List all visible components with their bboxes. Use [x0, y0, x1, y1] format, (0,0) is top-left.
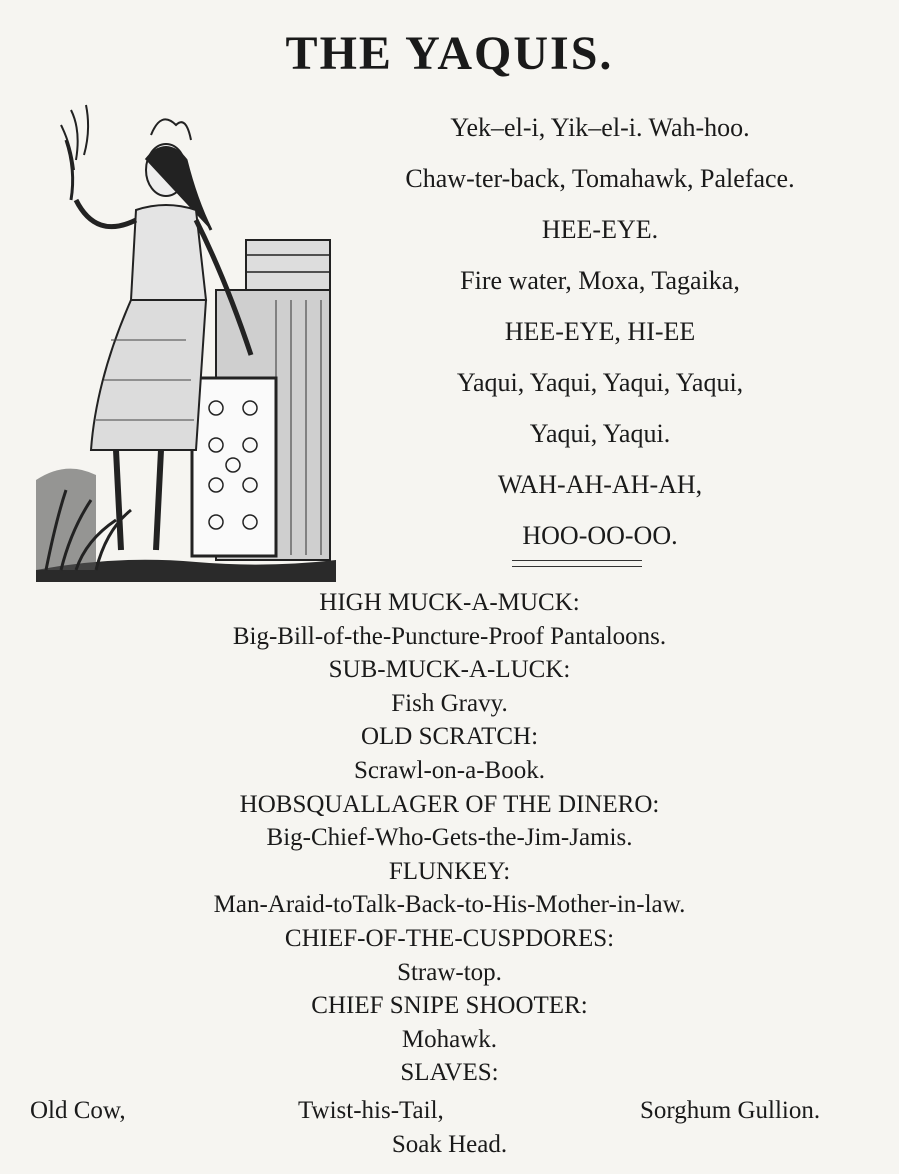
- roster-name: Scrawl-on-a-Book.: [354, 756, 545, 784]
- roster-name: Mohawk.: [401, 1025, 498, 1053]
- yell-line: WAH-AH-AH-AH,: [497, 470, 703, 499]
- roster-name: Man-Araid-toTalk-Back-to-His-Mother-in-law.: [213, 891, 686, 919]
- yell-line: Yaqui, Yaqui.: [529, 419, 671, 448]
- college-yell: [340, 108, 860, 567]
- indian-maiden-illustration: [36, 100, 336, 582]
- yell-line: Yaqui, Yaqui, Yaqui, Yaqui,: [456, 368, 744, 397]
- roster-office: SLAVES:: [400, 1059, 499, 1087]
- yell-line: Yek–el-i, Yik–el-i. Wah-hoo.: [450, 113, 750, 142]
- roster-office: FLUNKEY:: [388, 857, 511, 885]
- slave-name: Soak Head.: [391, 1131, 508, 1158]
- yell-line: HEE-EYE, HI-EE: [504, 317, 696, 346]
- officer-roster: [0, 586, 899, 1090]
- roster-office: CHIEF SNIPE SHOOTER:: [311, 992, 588, 1020]
- slaves-row: [0, 1093, 899, 1129]
- roster-office: HIGH MUCK-A-MUCK:: [319, 589, 580, 616]
- yell-line: HOO-OO-OO.: [522, 521, 678, 550]
- yell-line: Fire water, Moxa, Tagaika,: [460, 266, 740, 295]
- roster-name: Straw-top.: [397, 958, 502, 986]
- yell-line: HEE-EYE.: [541, 215, 659, 244]
- roster-office: SUB-MUCK-A-LUCK:: [328, 656, 571, 684]
- roster-name: Fish Gravy.: [391, 689, 508, 717]
- roster-name: Big-Bill-of-the-Puncture-Proof Pantaloons.: [232, 622, 667, 650]
- roster-name: Big-Chief-Who-Gets-the-Jim-Jamis.: [266, 824, 633, 852]
- yell-line: Chaw-ter-back, Tomahawk, Paleface.: [405, 164, 795, 193]
- roster-office: CHIEF-OF-THE-CUSPDORES:: [284, 924, 615, 952]
- roster-office: OLD SCRATCH:: [360, 723, 539, 751]
- page-title: THE YAQUIS.: [285, 27, 614, 80]
- slave-name: Sorghum Gullion.: [640, 1097, 821, 1124]
- double-rule-divider: [512, 560, 642, 567]
- slave-name: Twist-his-Tail,: [298, 1097, 444, 1124]
- slave-name: Old Cow,: [30, 1097, 126, 1124]
- roster-office: HOBSQUALLAGER OF THE DINERO:: [239, 790, 660, 818]
